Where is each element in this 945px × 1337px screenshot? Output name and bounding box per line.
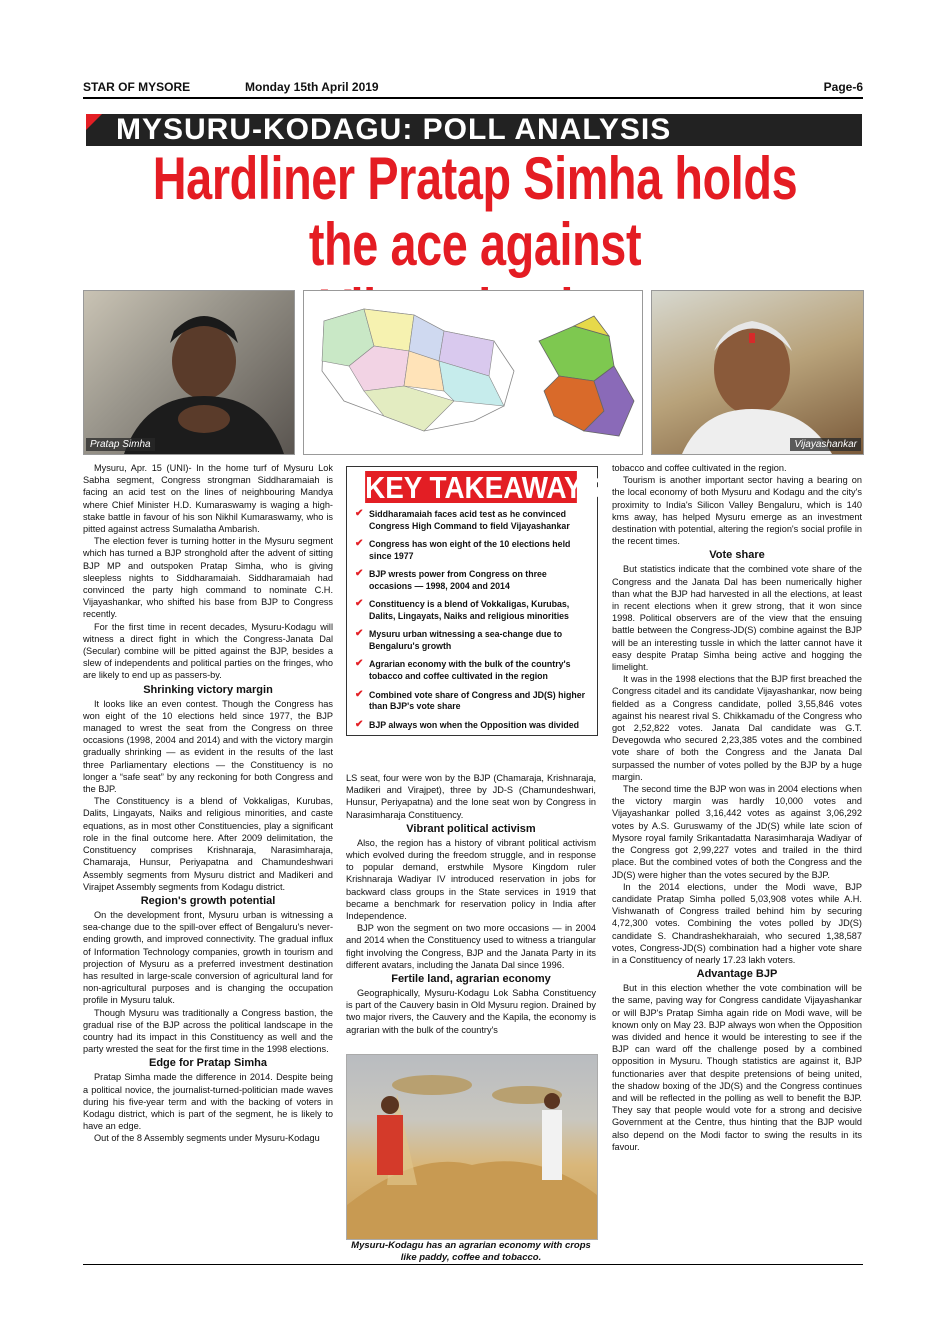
- takeaway-item: ✔ Siddharamaiah faces acid test as he convinced Congress High Command to field Vijayashankar: [355, 508, 570, 531]
- masthead: [83, 80, 863, 96]
- paragraph: In the 2014 elections, under the Modi wave, BJP candidate Pratap Simha polled 5,03,908 votes while A.H. Vishwanath of Congress trailed behind him by securing 4,72,300 votes. Combining the votes polled by JD(S) candidate S. Chandrashekharaiah, who secured 1,38,587 votes, Congress-JD(S) combination had a higher vote share in a Constituency of nearly 17.23 lakh voters.: [612, 881, 862, 965]
- paragraph: But statistics indicate that the combined vote share of the Congress and the Janata Dal has been numerically higher than what the BJP had harvested in all the elections, at least in recent elections when it grew strong, that it won since 1998. Political observers are of the view that the ensuing battle between the Congress-JD(S) combine against the BJP will be an interesting tussle in which the latter cannot have it easy despite Pratap Simha being active and hogging the limelight.: [612, 564, 862, 673]
- article-column-1: [83, 462, 333, 1145]
- paragraph: The election fever is turning hotter in the Mysuru segment which has turned a BJP stronghold after the advent of sitting BJP MP and outspoken Pratap Simha, who is giving sleepless nights to Siddharamaiah. Siddharamaiah had convinced the party high command to nominate C.H. Vijayashankar, who shifted his base from BJP to Congress recently.: [83, 536, 333, 620]
- headline-line-2: the ace against: [308, 211, 642, 278]
- harvest-photo-caption: Mysuru-Kodagu has an agrarian economy with crops like paddy, coffee and tobacco.: [351, 1240, 591, 1263]
- photo-caption-left: Pratap Simha: [86, 438, 155, 451]
- photo-vijayashankar: [651, 290, 864, 455]
- checkmark-icon: ✔: [355, 628, 364, 640]
- banner-red-corner: [86, 114, 102, 130]
- paragraph: Geographically, Mysuru-Kodagu Lok Sabha Constituency is part of the Cauvery basin in Old Mysuru region. Drained by two major rivers, the Cauvery and the Kapila, the economy is agrarian with the bulk of the country's: [346, 988, 596, 1035]
- paragraph: It looks like an even contest. Though the Congress has won eight of the 10 elections held since 1977, the BJP managed to wrest the seat from the Congress on three occasions (1998, 2004 and 2014) and with the victory margin gradually shrinking — as evident in the results of the last three Parliamentary elections — the Constituency is no longer a “safe seat” by any reckoning for both Congress and the BJP.: [83, 698, 333, 795]
- checkmark-icon: ✔: [355, 508, 364, 519]
- publication-name: STAR OF MYSORE: [83, 80, 191, 94]
- paragraph: It was in the 1998 elections that the BJP first breached the Congress citadel and its candidate Vijayashankar, now being fielded as a Congress candidate, polled 3,55,846 votes against his nearest rival S. Chikkamadu of the Congress who got 2,52,822 votes. Janata Dal candidate was G.T. Devegowda who secured 2,23,385 votes and the combined vote share of both the Congress and the Janata Dal surpassed the number of votes polled by the BJP by a huge margin.: [612, 674, 862, 782]
- paragraph: Mysuru, Apr. 15 (UNI)- In the home turf of Mysuru Lok Sabha segment, Congress strongman Siddharamaiah is facing an acid test on the lines of neighbouring Mandya where Chief Minister H.D. Kumaraswamy is waging a high-stake battle in favour of his son Nikhil Kumaraswamy, who is pitted against actress Sumalatha Ambarish.: [83, 463, 333, 535]
- subhead: Region's growth potential: [140, 894, 276, 907]
- checkmark-icon: ✔: [355, 568, 364, 580]
- section-banner: [86, 114, 862, 146]
- takeaway-item: ✔ BJP always won when the Opposition was divided: [355, 718, 580, 730]
- masthead-rule: [83, 97, 863, 99]
- portrait-figure: [652, 291, 863, 454]
- paragraph: tobacco and coffee cultivated in the region.: [612, 463, 787, 473]
- headline-line-1: Hardliner Pratap Simha holds: [152, 145, 798, 212]
- paragraph: But in this election whether the vote combination will be the same, paving way for Congress candidate Vijayashankar or will BJP's Pratap Simha again ride on Modi wave, will be known only on May 23. BJP always won when the Opposition was divided and hence it would be interesting to see if the BJP can ward off the challenge posed by a combined opposition in Mysuru. Though statistics are against it, BJP functionaries aver that despite pretensions of being united, the shadow boxing of the JD(S) and the Congress continues and will be reflected in the polling as well to benefit the BJP. They say that people would vote for a strong and decisive Government at the Centre, thus hinting that the BJP would also depend on the Modi factor to swing the results in its favour.: [612, 983, 862, 1152]
- article-column-2: [346, 772, 596, 1036]
- subhead: Vibrant political activism: [406, 822, 536, 835]
- takeaway-item: ✔ Constituency is a blend of Vokkaligas, Kurubas, Dalits, Lingayats, Naiks and religious minorities: [355, 598, 570, 622]
- subhead: Advantage BJP: [696, 968, 778, 981]
- paragraph: Also, the region has a history of vibrant political activism which evolved during the freedom struggle, and in response to popular demand, erstwhile Mysore Kingdom ruler Krishnaraja Wadiyar IV introduced reservation in jobs for backward class groups in the State services in 1919 that became a benchmark for reservation policy in India after Independence.: [346, 837, 596, 922]
- issue-date: Monday 15th April 2019: [245, 80, 379, 94]
- subhead: Edge for Pratap Simha: [149, 1057, 267, 1070]
- takeaway-item: ✔ BJP wrests power from Congress on three occasions — 1998, 2004 and 2014: [355, 568, 547, 591]
- checkmark-icon: ✔: [355, 598, 364, 610]
- checkmark-icon: ✔: [355, 718, 364, 730]
- paragraph: For the first time in recent decades, Mysuru-Kodagu will witness a direct fight in which the Congress-Janata Dal (Secular) combine will be pitted against the BJP, besides a slew of independents and political parties on the fringes, who are likely to end up as passers-by.: [83, 621, 333, 681]
- paragraph: Though Mysuru was traditionally a Congress bastion, the gradual rise of the BJP across the political landscape in the country had its impact in this Constituency as well and the party wrested the seat for the first time in the 1998 elections.: [83, 1007, 333, 1055]
- footer-rule: [83, 1264, 863, 1265]
- paragraph: BJP won the segment on two more occasions — in 2004 and 2014 when the Constituency used to witness a triangular fight involving the Congress, BJP and the Janata Party in its different avatars, including the Janata Dal since 1996.: [346, 923, 596, 970]
- harvest-scene: [347, 1055, 597, 1239]
- takeaway-item: ✔ Combined vote share of Congress and JD(S) higher than BJP's vote share: [355, 688, 586, 712]
- paragraph: The second time the BJP won was in 2004 elections when the victory margin was hardly 10,000 votes and Vijayashankar polled 3,16,442 votes as against 3,06,292 votes by A.S. Guruswamy of the JD(S) while late scion of Mysore royal family Srikantadatta Narasimharaja Wadiyar of the Congress got 2,99,227 votes and trailed in the third place. But the combined votes of both the Congress and the JD(S) were higher than the votes secured by the BJP.: [612, 784, 862, 880]
- photo-caption-right: Vijayashankar: [790, 438, 861, 451]
- subhead: Shrinking victory margin: [143, 683, 273, 696]
- photo-pratap-simha: [83, 290, 295, 455]
- paragraph: Out of the 8 Assembly segments under Mysuru-Kodagu: [94, 1133, 320, 1144]
- page-number: Page-6: [823, 80, 863, 94]
- takeaway-item: ✔ Agrarian economy with the bulk of the country's tobacco and coffee cultivated in the region: [355, 658, 571, 682]
- key-takeaways-title: KEY TAKEAWAYS: [365, 470, 602, 505]
- checkmark-icon: ✔: [355, 688, 364, 700]
- banner-title: MYSURU-KODAGU: POLL ANALYSIS: [116, 113, 672, 146]
- paragraph: The Constituency is a blend of Vokkaligas, Kurubas, Dalits, Lingayats, Naiks and religious minorities, and caste equations, as in most other Constituencies, play a significant role in the final outcome here. After 2009 delimitation, the Constituency comprises Krishnaraja, Narasimharaja, Chamaraja, Hunsur, Periyapatna and Chamundeshwari Assembly segments from Mysuru district and Madikeri and Virajpet Assembly segments from Kodagu district.: [83, 796, 333, 892]
- key-takeaways-box: [346, 466, 602, 736]
- subhead: Vote share: [709, 549, 765, 562]
- paragraph: LS seat, four were won by the BJP (Chamaraja, Krishnaraja, Madikeri and Virajpet), three by JD-S (Chamundeshwari, Hunsur, Periyapatna) and the lone seat won by Congress in Narasimharaja Constituency.: [346, 773, 596, 820]
- checkmark-icon: ✔: [355, 658, 364, 670]
- paragraph: Tourism is another important sector having a bearing on the local economy of both Mysuru and Kodagu and the city's proximity to India's Silicon Valley Bengaluru, which is 140 kms away, has helped Mysuru emerge as an investment destination with potential, altering the region's social profile in the recent times.: [612, 475, 862, 547]
- key-takeaways-list: [353, 509, 591, 738]
- article-column-3: [612, 462, 862, 1153]
- paragraph: Pratap Simha made the difference in 2014. Despite being a political novice, the journalist-turned-politician made waves during his five-year term and with the backing of voters in Kodagu district, which is part of the segment, he is likely to have an edge.: [83, 1072, 333, 1132]
- takeaway-item: ✔ Mysuru urban witnessing a sea-change due to Bengaluru's growth: [355, 628, 563, 652]
- takeaway-item: ✔ Congress has won eight of the 10 elections held since 1977: [355, 538, 571, 561]
- checkmark-icon: ✔: [355, 538, 364, 550]
- paragraph: On the development front, Mysuru urban is witnessing a sea-change due to the spill-over effect of Bengaluru's never-ending growth, and improved connectivity. The gradual influx of Information Technology companies, growth in tourism and projection of Mysuru as a preferred investment destination has resulted in large-scale conversion of agricultural land for non-agricultural purposes and is changing the occupation profile in Mysuru taluk.: [83, 909, 333, 1006]
- map-graphic: [304, 291, 642, 454]
- portrait-figure: [84, 291, 294, 454]
- subhead: Fertile land, agrarian economy: [391, 973, 551, 986]
- harvest-photo: [346, 1054, 598, 1240]
- constituency-map: [303, 290, 643, 455]
